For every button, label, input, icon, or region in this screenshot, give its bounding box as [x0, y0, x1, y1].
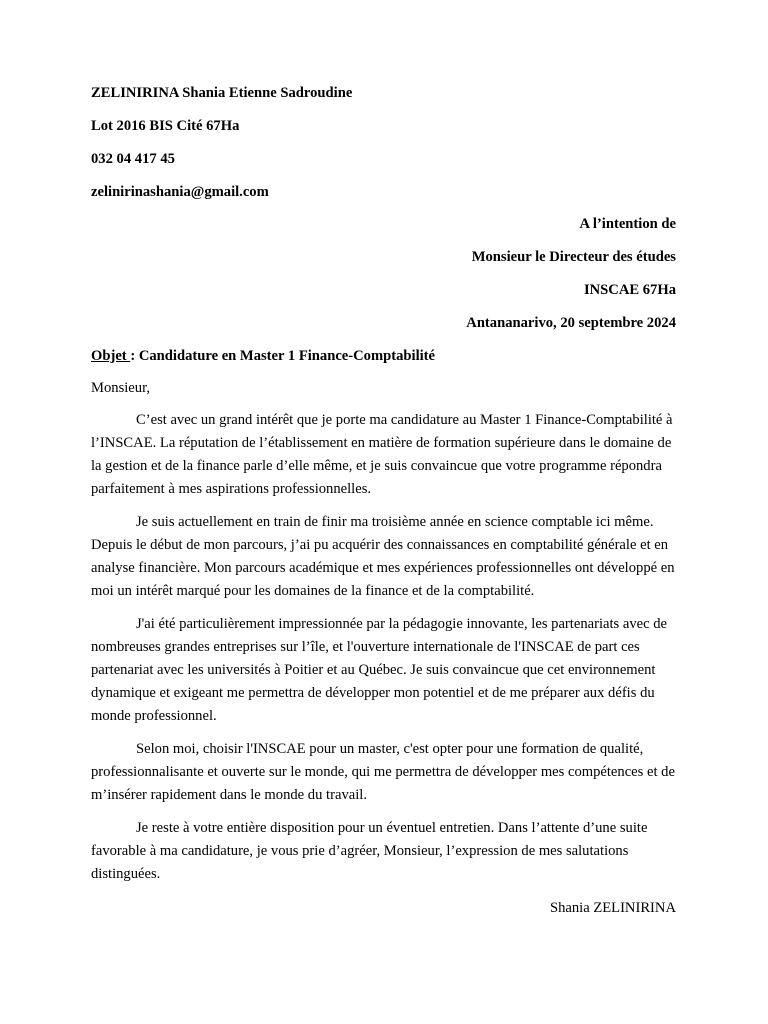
sender-email: zelinirinashania@gmail.com [91, 184, 269, 200]
sender-block [91, 82, 676, 214]
signature: Shania ZELINIRINA [549, 900, 676, 916]
sender-address: Lot 2016 BIS Cité 67Ha [91, 118, 240, 134]
sender-phone: 032 04 417 45 [91, 151, 175, 167]
body-paragraph: Je reste à votre entière disposition pour un éventuel entretien. Dans l’attente d’une suite favorable à ma candidature, je vous prie d’agréer, Monsieur, l’expression de mes salutations distinguées. [91, 820, 648, 882]
recipient-attention: A l’intention de [579, 216, 676, 232]
sender-name: ZELINIRINA Shania Etienne Sadroudine [91, 85, 353, 101]
body-paragraph: Selon moi, choisir l'INSCAE pour un master, c'est opter pour une formation de qualité, professionnalisante et ouverte sur le monde, qui me permettra de développer mes compétences et de m’insérer rapidement dans le monde du travail. [91, 741, 675, 803]
recipient-title: Monsieur le Directeur des études [471, 249, 676, 265]
body-paragraph: Je suis actuellement en train de finir ma troisième année en science comptable ici même. Depuis le début de mon parcours, j’ai pu acquérir des connaissances en comptabilité générale et en analyse financière. Mon parcours académique et mes expériences professionnelles ont développé en moi un intérêt marqué pour les domaines de la finance et de la comptabilité. [91, 514, 675, 599]
body-paragraph: J'ai été particulièrement impressionnée par la pédagogie innovante, les partenariats avec de nombreuses grandes entreprises sur l’île, et l'ouverture internationale de l'INSCAE de part ces partenariat avec les universités à Poitier et au Québec. Je suis convaincue que cet environnement dynamique et exigeant me permettra de développer mon potentiel et de me préparer aux défis du monde professionnel. [91, 616, 668, 724]
subject-text: : Candidature en Master 1 Finance-Comptabilité [130, 348, 436, 364]
place-date: Antananarivo, 20 septembre 2024 [466, 315, 676, 331]
subject-line [91, 345, 676, 368]
salutation: Monsieur, [91, 380, 151, 396]
recipient-block [91, 213, 676, 345]
letter-body [91, 409, 676, 896]
body-paragraph: C’est avec un grand intérêt que je porte ma candidature au Master 1 Finance-Comptabilité à l’INSCAE. La réputation de l’établissement en matière de formation supérieure dans le domaine de la gestion et de la finance parle d’elle même, et je suis convaincue que votre programme répondra parfaitement à mes aspirations professionnelles. [91, 412, 673, 497]
recipient-institution: INSCAE 67Ha [583, 282, 676, 298]
subject-label: Objet [91, 348, 131, 364]
